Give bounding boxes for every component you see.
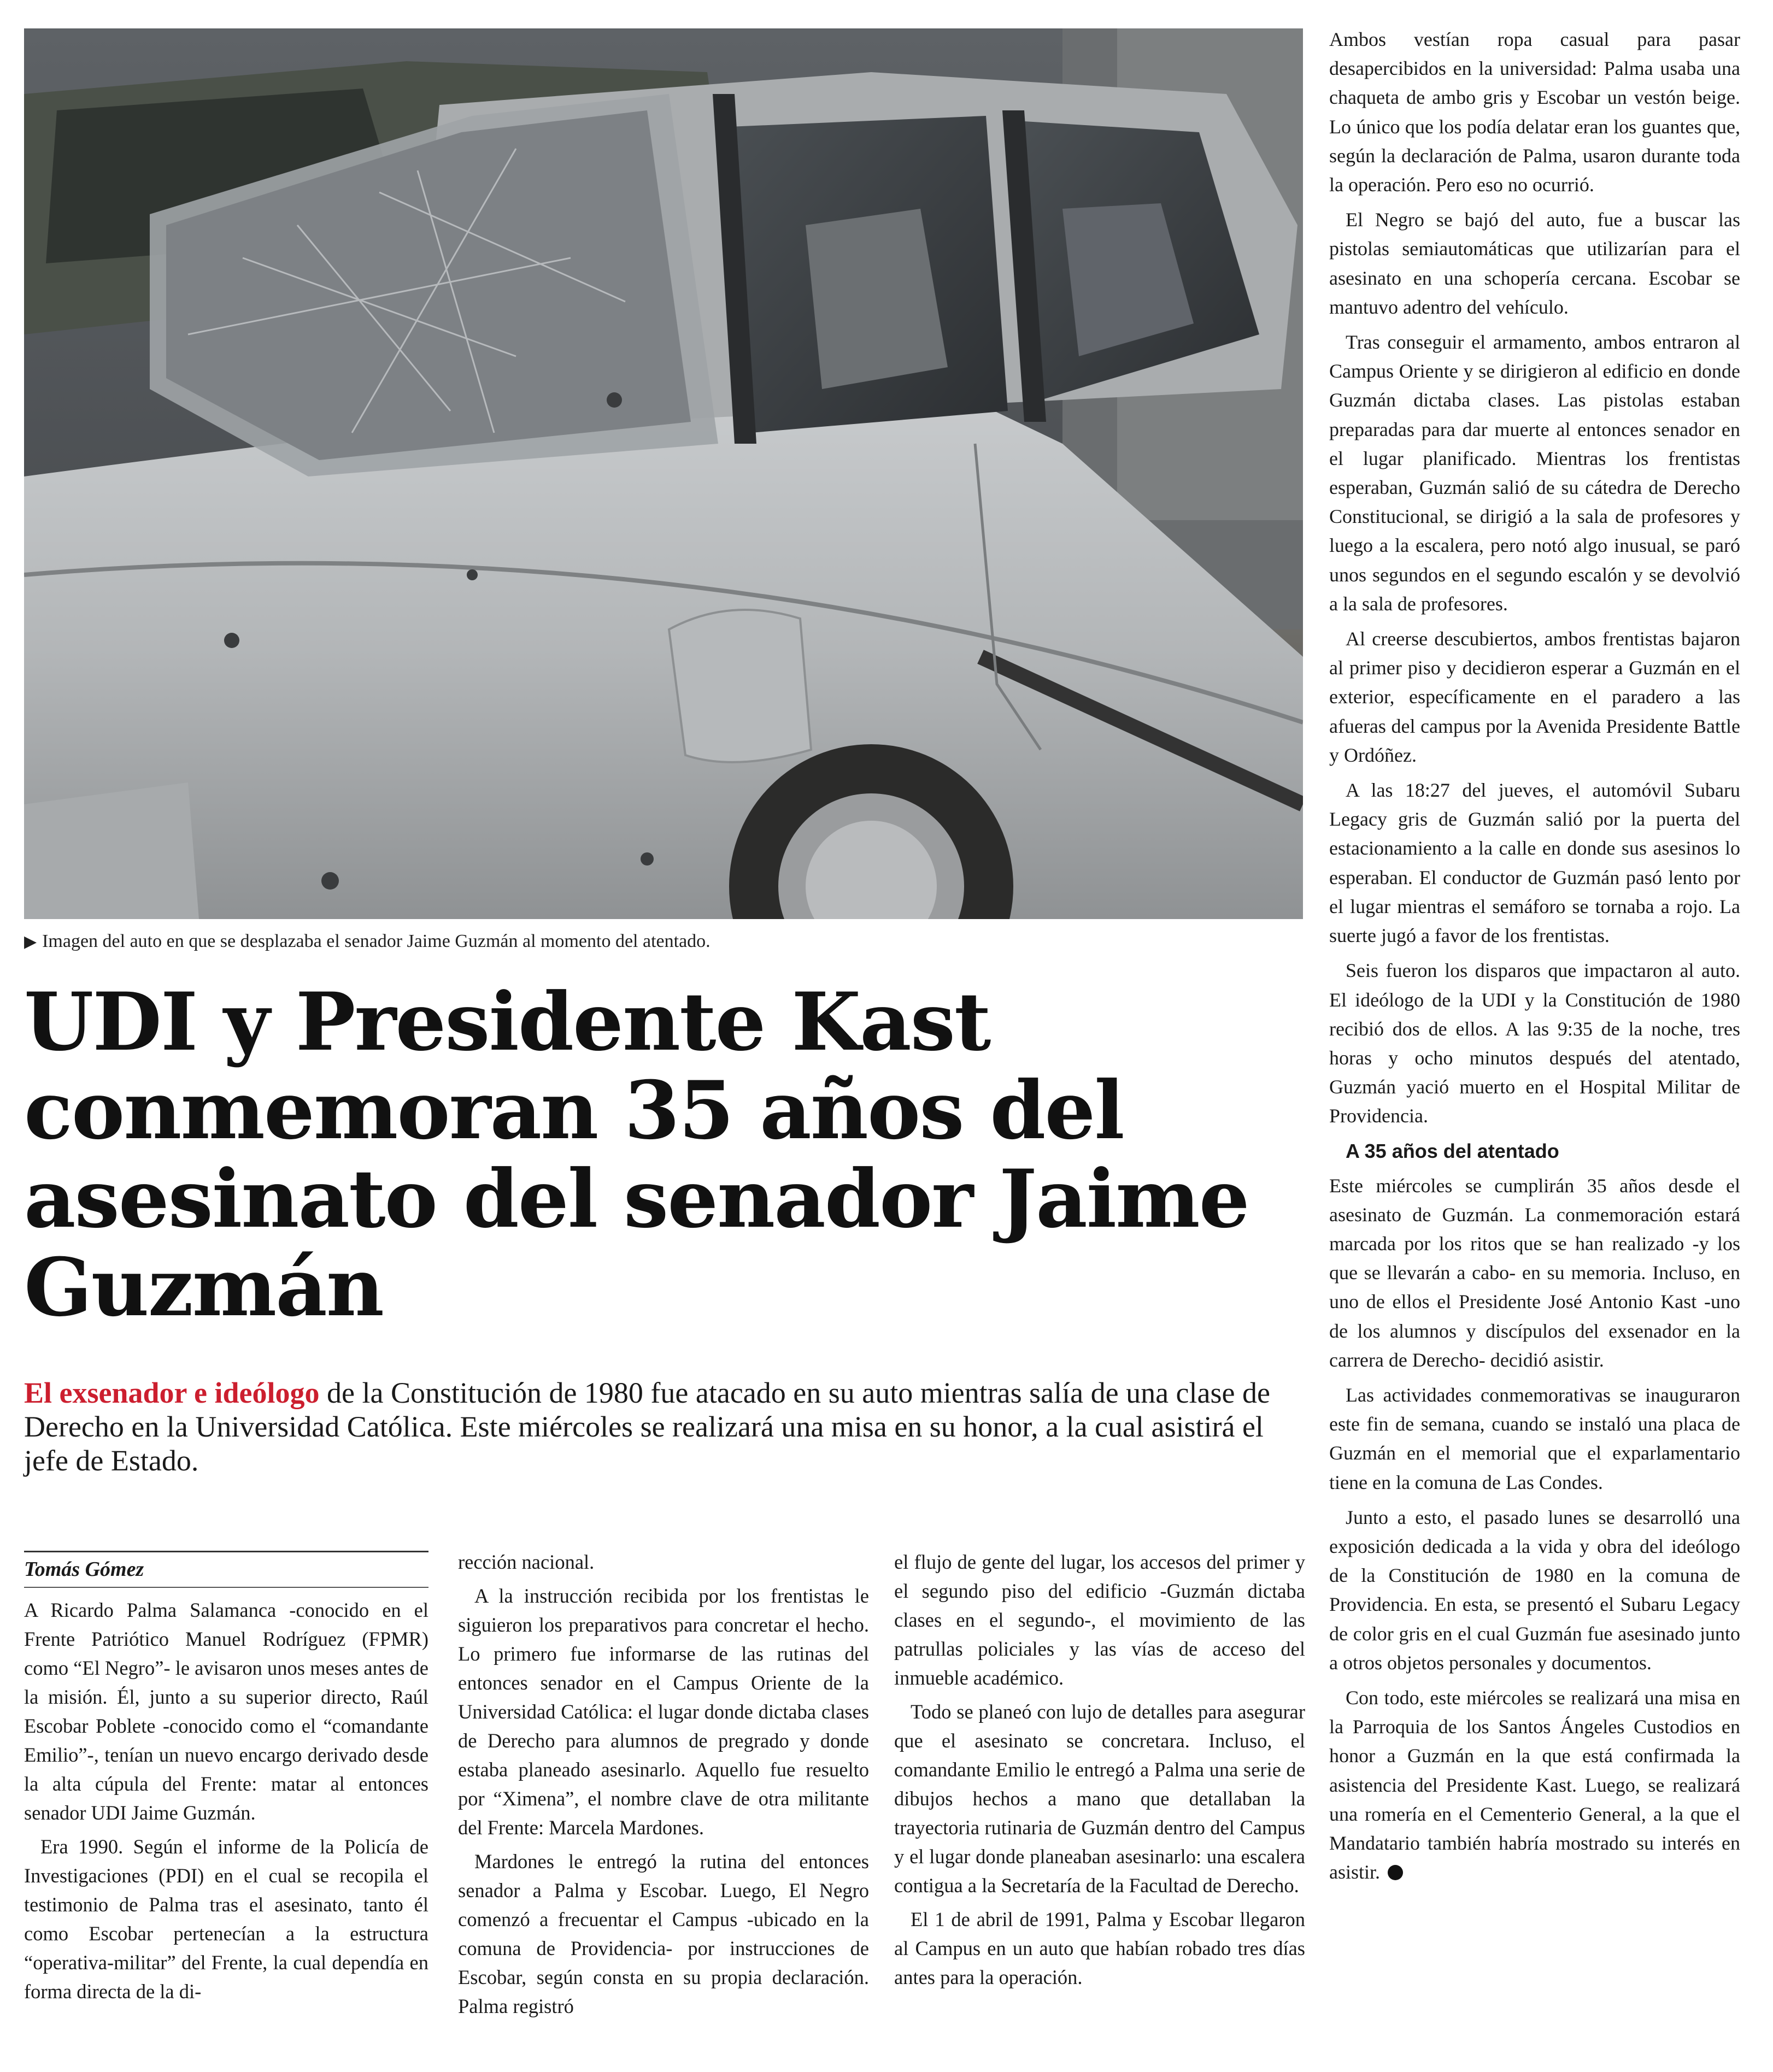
paragraph: Ambos vestían ropa casual para pasar desapercibidos en la universidad: Palma usaba una chaqueta de ambo gris y Escobar un vestón beige. Lo único que los podía delatar eran los guantes que, según la declaración de Palma, usaron durante toda la operación. Pero eso no ocurrió. (1329, 28, 1740, 196)
caption-text: Imagen del auto en que se desplazaba el senador Jaime Guzmán al momento del atentado. (42, 931, 711, 951)
byline-top-rule (24, 1551, 428, 1552)
paragraph: Seis fueron los disparos que impactaron al auto. El ideólogo de la UDI y la Constitución de 1980 recibió dos de ellos. A las 9:35 de la noche, tres horas y ocho minutos después del atentado, Guzmán yació muerto en el Hospital Militar de Providencia. (1329, 960, 1740, 1127)
paragraph: A las 18:27 del jueves, el automóvil Subaru Legacy gris de Guzmán salió por la puerta del estacionamiento a la calle en donde sus asesinos lo esperaban. El conductor de Guzmán pasó lento por el lugar mientras el semáforo se tornaba a rojo. La suerte jugó a favor de los frentistas. (1329, 779, 1740, 947)
lede-kicker: El exsenador e ideólogo (24, 1376, 320, 1409)
car-photo-illustration (24, 28, 1303, 919)
paragraph (1329, 1684, 1740, 1887)
byline: Tomás Gómez (24, 1558, 144, 1581)
photo-caption (24, 929, 1303, 955)
paragraph: A Ricardo Palma Salamanca -conocido en el Frente Patriótico Manuel Rodríguez (FPMR) como “El Negro”- le avisaron unos meses antes de la misión. Él, junto a su superior directo, Raúl Escobar Poblete -conocido como el “comandante Emilio”-, tenían un nuevo encargo derivado desde la alta cúpula del Frente: matar al entonces senador UDI Jaime Guzmán. (24, 1599, 428, 1824)
final-paragraph-text: Con todo, este miércoles se realizará una misa en la Parroquia de los Santos Ángeles Custodios en honor a Guzmán en la que está confirmada la asistencia del Presidente Kast. Luego, se realizará una romería en el Cementerio General, a la que el Mandatario también habría mostrado su interés en asistir. (1329, 1686, 1740, 1883)
body-column-3 (894, 1547, 1305, 1997)
paragraph: Mardones le entregó la rutina del entonces senador a Palma y Escobar. Luego, El Negro comenzó a frecuentar el Campus -ubicado en la comuna de Providencia- por instrucciones de Escobar, según consta en su propia declaración. Palma registró (458, 1850, 869, 2017)
paragraph: rección nacional. (458, 1551, 595, 1573)
section-subhead: A 35 años del atentado (1346, 1139, 1559, 1162)
paragraph: El Negro se bajó del auto, fue a buscar las pistolas semiautomáticas que utilizarían para el asesinato en una schopería cercana. Escobar se mantuvo adentro del vehículo. (1329, 209, 1740, 318)
body-column-1 (24, 1596, 428, 2011)
paragraph: A la instrucción recibida por los frentistas le siguieron los preparativos para concretar el hecho. Lo primero fue informarse de las rutinas del entonces senador en el Campus Oriente de la Universidad Católica: el lugar donde dictaba clases de Derecho para alumnos de pregrado y donde estaba planeado asesinarlo. Aquello fue resuelto por “Ximena”, el nombre clave de otra militante del Frente: Marcela Mardones. (458, 1585, 869, 1839)
body-column-4 (1329, 25, 1740, 1893)
article-headline: UDI y Presidente Kast conmemoran 35 años del asesinato del senador Jaime Guzmán (24, 975, 1249, 1334)
article-photo-car (24, 28, 1303, 919)
paragraph: Todo se planeó con lujo de detalles para asegurar que el asesinato se concretara. Incluso, el comandante Emilio le entregó a Palma una serie de dibujos hechos a mano que detallaban la trayectoria rutinaria de Guzmán dentro del Campus y el lugar donde planeaban asesinarlo: una escalera contigua a la Secretaría de la Facultad de Derecho. (894, 1700, 1305, 1897)
paragraph: Junto a esto, el pasado lunes se desarrolló una exposición dedicada a la vida y obra del ideólogo de la Constitución de 1980 en la comuna de Providencia. En esta, se presentó el Subaru Legacy de color gris en el cual Guzmán fue asesinado junto a otros objetos personales y documentos. (1329, 1506, 1740, 1674)
paragraph: Al creerse descubiertos, ambos frentistas bajaron al primer piso y decidieron esperar a Guzmán en el exterior, específicamente en el paradero a las afueras del campus por la Avenida Presidente Battle y Ordóñez. (1329, 628, 1740, 766)
paragraph: Las actividades conmemorativas se inauguraron este fin de semana, cuando se instaló una placa de Guzmán en el memorial que el exparlamentario tiene en la comuna de Las Condes. (1329, 1384, 1740, 1493)
article-lede (24, 1376, 1303, 1478)
paragraph: Era 1990. Según el informe de la Policía de Investigaciones (PDI) en el cual se recopila el testimonio de Palma tras el asesinato, tanto él como Escobar pertenecían a la estructura “operativa-militar” del Frente, la cual dependía en forma directa de la di- (24, 1835, 428, 2003)
paragraph: El 1 de abril de 1991, Palma y Escobar llegaron al Campus en un auto que habían robado tres días antes para la operación. (894, 1908, 1305, 1988)
paragraph: Este miércoles se cumplirán 35 años desde el asesinato de Guzmán. La conmemoración estará marcada por los ritos que se han realizado -y los que se llevarán a cabo- en su memoria. Incluso, en uno de ellos el Presidente José Antonio Kast -uno de los alumnos y discípulos del exsenador en la carrera de Derecho- decidió asistir. (1329, 1174, 1740, 1371)
body-column-2 (458, 1547, 869, 2026)
byline-bottom-rule (24, 1587, 428, 1588)
caption-marker-icon: ▶ (24, 933, 37, 951)
end-of-article-dot-icon (1388, 1865, 1403, 1880)
lede-text: de la Constitución de 1980 fue atacado en su auto mientras salía de una clase de Derecho en la Universidad Católica. Este miércoles se realizará una misa en su honor, a la cual asistirá el jefe de Estado. (24, 1376, 1270, 1477)
paragraph: el flujo de gente del lugar, los accesos del primer y el segundo piso del edificio -Guzmán dictaba clases en el segundo-, el movimiento de las patrullas policiales y las vías de acceso del inmueble académico. (894, 1551, 1305, 1689)
paragraph: Tras conseguir el armamento, ambos entraron al Campus Oriente y se dirigieron al edificio en donde Guzmán dictaba clases. Las pistolas estaban preparadas para dar muerte al entonces senador en el lugar planificado. Mientras los frentistas esperaban, Guzmán salió de su cátedra de Derecho Constitucional, se dirigió a la sala de profesores y luego a la escalera, pero notó algo inusual, se paró unos segundos en el segundo escalón y se devolvió a la sala de profesores. (1329, 331, 1740, 615)
